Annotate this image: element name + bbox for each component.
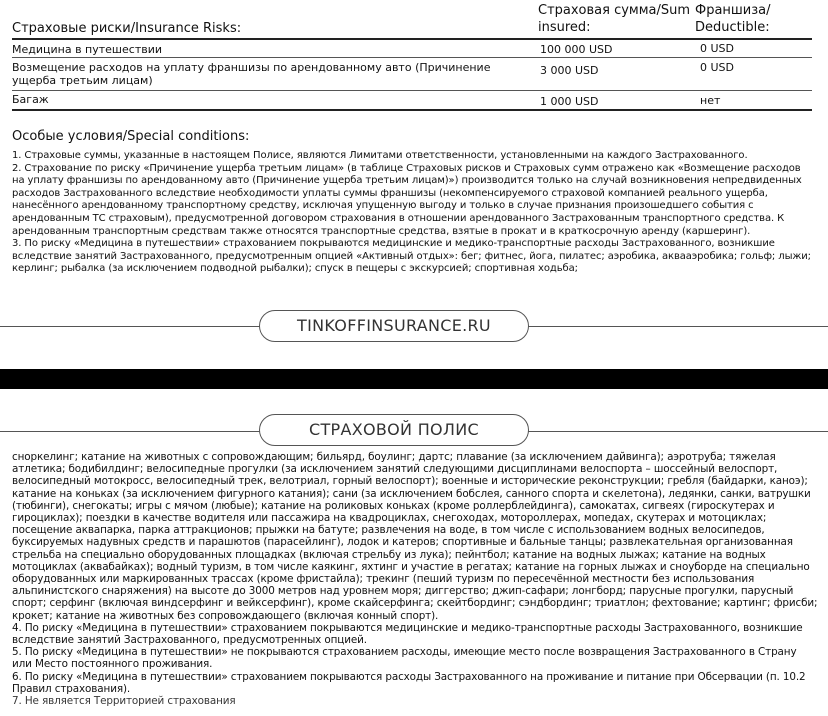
header-risk-name: Страховые риски/Insurance Risks: [12,21,242,36]
header-ded-line2: Deductible: [695,20,770,35]
condition-item: 2. Страхование по риску «Причинение ущерба третьим лицам» (в таблице Страховых рисков и Страховых сумм отражено как «Возмещение расходов на уплату франшизы по арендованному авто (Причинение ущерба третьим лицам)») производится только на случай возникновения непредвиденных расходов Застрахованного вследствие необходимости уплаты суммы франшизы (некомпенсируемого страховой компанией реального ущерба, нанесённого арендованному транспортному средству, исключая упущенную выгоду и только в случае признания произошедшего события с арендованным ТС страховым), предусмотренной договором страхования в отношении арендованного Застрахованным транспортного средства. К арендованным транспортным средствам также относятся транспортные средства, взятые в прокат и в краткосрочную аренду (каршеринг). [12,162,802,237]
header-ded-line1: Франшиза/ [695,3,771,18]
policy-title-label: СТРАХОВОЙ ПОЛИС [259,414,529,446]
header-sum-line2: insured: [538,20,591,35]
risk-name: Медицина в путешествии [12,43,163,56]
special-conditions-continued [12,451,818,707]
risk-deductible: 0 USD [700,61,734,74]
table-row [12,40,812,58]
special-conditions-title: Особые условия/Special conditions: [12,129,250,144]
risk-deductible: нет [700,94,721,107]
condition-item: 5. По риску «Медицина в путешествии» не покрываются страхованием расходы, имеющие место после возвращения Застрахованного в Страну или Место постоянного проживания. [12,646,797,671]
footer-website-label: TINKOFFINSURANCE.RU [259,310,529,342]
page-separator [0,369,828,389]
condition-item: 6. По риску «Медицина в путешествии» страхованием покрываются расходы Застрахованного на проживание и питание при Обсервации (п. 10.2 Правил страхования). [12,670,806,695]
special-conditions-text [12,150,812,276]
risk-sum: 3 000 USD [540,64,599,77]
condition-item: 3. По риску «Медицина в путешествии» страхованием покрываются медицинские и медико-транспортные расходы Застрахованного, возникшие вследствие занятий Застрахованного, предусмотренным опцией «Активный отдых»: бег; фитнес, йога, пилатес; аэробика, аквааэробика; гольф; лыжи; керлинг; рыбалка (за исключением подводной рыбалки); спуск в пещеры с экскурсией; спортивная ходьба; [12,238,811,275]
policy-page-bottom [0,389,828,716]
header-sum-line1: Страховая сумма/Sum [538,3,691,18]
risk-name: Багаж [12,93,49,106]
risk-table-header [12,2,812,40]
condition-item: сноркелинг; катание на животных с сопровождающим; бильярд, боулинг; дартс; плавание (за исключением дайвинга); аэротруба; тяжелая атлетика; бодибилдинг; велосипедные прогулки (за исключением занятий следующими дисциплинами велоспорта – шоссейный велоспорт, велосипедный мотокросс, велосипедный трек, велотриал, горный велоспорт); военные и исторические реконструкции; гребля (байдарки, каноэ); катание на коньках (за исключением фигурного катания); сани (за исключением бобслея, санного спорта и скелетона), ледянки, санки, ватрушки (тюбинги), снегокаты; игры с мячом (любые); катание на роликовых коньках (кроме роллерблейдинга), самокатах, сигвеях (гироскутерах и гироциклах); поездки в качестве водителя или пассажира на квадроциклах, снегоходах, мотороллерах, мопедах, скутерах и мотоциклах; посещение аквапарка, парка аттракционов; прыжки на батуте; развлечения на воде, в том числе с использованием водных велосипедов, буксируемых надувных средств и парашютов (парасейлинг), лодок и катеров; спортивные и бальные танцы; развлекательная организованная стрельба на специально оборудованных площадках (включая стрельбу из лука); пейнтбол; катание на водных лыжах; катание на водных мотоциклах (аквабайках); водный туризм, в том числе каякинг, яхтинг и участие в регатах; катание на горных лыжах и сноуборде на специально оборудованных или маркированных трассах (кроме фристайла); трекинг (пеший туризм по пересечённой местности без использования альпинистского снаряжения) на высоте до 3000 метров над уровнем моря; диггерство; джип-сафари; лонгборд; парусные прогулки, парусный спорт; серфинг (включая виндсерфинг и вейксерфинг), кроме скайсерфинга; скейтбординг; сэндбординг; триатлон; фехтование; картинг; фрисби; крокет; катание на животных без сопровождающего (включая конный спорт). [12,451,818,622]
table-row [12,58,812,91]
risk-name: Возмещение расходов на уплату франшизы по арендованному авто (Причинение ущерба третьим лицам) [12,61,491,87]
header-deductible [695,2,805,36]
risk-sum: 100 000 USD [540,43,613,56]
header-sum-insured [538,2,703,36]
condition-item: 4. По риску «Медицина в путешествии» страхованием покрываются медицинские и медико-транспортные расходы Застрахованного, возникшие вследствие занятий Застрахованного, предусмотренных опцией. [12,621,803,647]
table-row [12,91,812,111]
condition-item: 1. Страховые суммы, указанные в настоящем Полисе, являются Лимитами ответственности, установленными на каждого Застрахованного. [12,150,748,161]
risk-sum: 1 000 USD [540,95,599,108]
condition-item: 7. Не является Территорией страхования [12,695,236,708]
insurance-risks-table [12,2,812,111]
risk-deductible: 0 USD [700,42,734,55]
